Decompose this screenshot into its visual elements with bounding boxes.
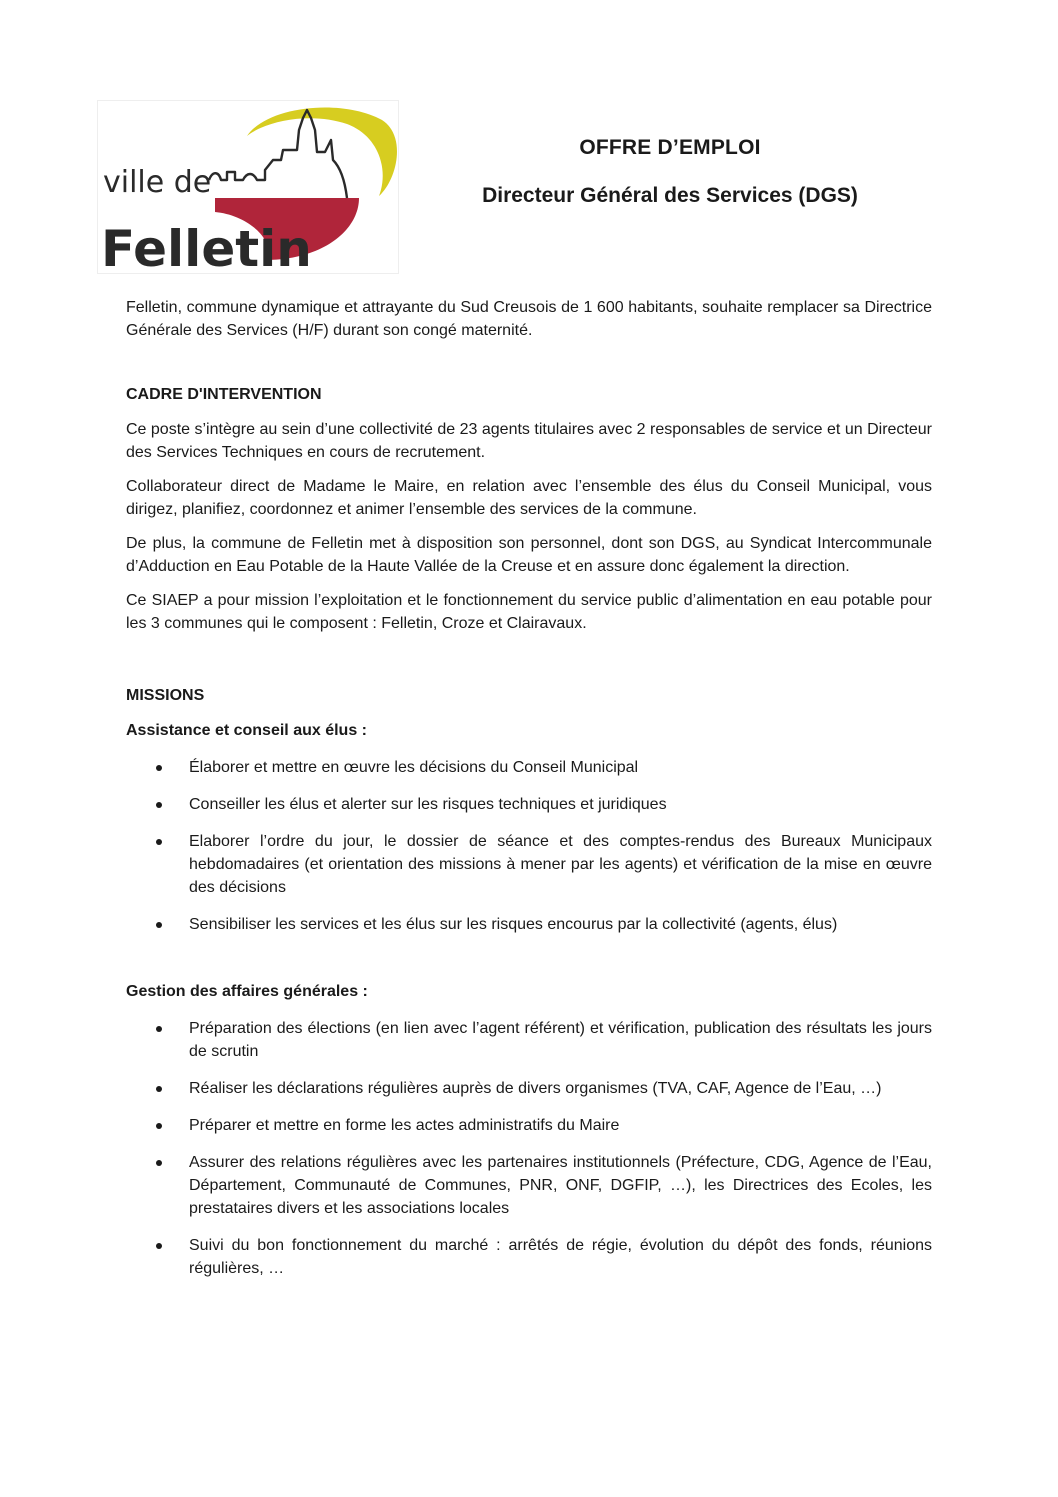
bullet-icon <box>156 765 162 771</box>
gestion-list <box>126 1017 932 1280</box>
cadre-heading: CADRE D'INTERVENTION <box>126 386 322 403</box>
logo-text-felletin: Felletin <box>101 220 312 274</box>
title-block <box>420 136 920 208</box>
list-item: Assurer des relations régulières avec les partenaires institutionnels (Préfecture, CDG, Agence de l’Eau, Département, Communauté de Communes, PNR, ONF, DGFIP, …), les Directrices des Ecoles, les prestataires divers et les associations locales <box>126 1151 932 1220</box>
cadre-paragraph: Collaborateur direct de Madame le Maire, en relation avec l’ensemble des élus du Conseil Municipal, vous dirigez, planifiez, coordonnez et animer l’ensemble des services de la commune. <box>126 478 932 518</box>
list-item: Suivi du bon fonctionnement du marché : arrêtés de régie, évolution du dépôt des fonds, réunions régulières, … <box>126 1234 932 1280</box>
job-title: Directeur Général des Services (DGS) <box>482 184 858 207</box>
bullet-icon <box>156 1026 162 1032</box>
document-body <box>126 296 932 1294</box>
logo-text-ville: ville de <box>103 165 212 200</box>
intro-paragraph: Felletin, commune dynamique et attrayante du Sud Creusois de 1 600 habitants, souhaite remplacer sa Directrice Générale des Services (H/F) durant son congé maternité. <box>126 299 932 339</box>
bullet-icon <box>156 802 162 808</box>
assistance-list <box>126 756 932 936</box>
gestion-heading: Gestion des affaires générales : <box>126 983 368 1000</box>
bullet-icon <box>156 922 162 928</box>
ville-de-felletin-logo <box>97 100 399 274</box>
bullet-icon <box>156 839 162 845</box>
cadre-paragraph: De plus, la commune de Felletin met à disposition son personnel, dont son DGS, au Syndicat Intercommunale d’Adduction en Eau Potable de la Haute Vallée de la Creuse et en assure donc également la direction. <box>126 535 932 575</box>
missions-heading: MISSIONS <box>126 687 205 704</box>
logo-graphic <box>97 100 399 274</box>
bullet-icon <box>156 1123 162 1129</box>
list-item: Elaborer l’ordre du jour, le dossier de séance et des comptes-rendus des Bureaux Municipaux hebdomadaires (et orientation des missions à mener par les agents) et vérification de la mise en œuvre des décisions <box>126 830 932 899</box>
list-item: Élaborer et mettre en œuvre les décisions du Conseil Municipal <box>126 756 932 779</box>
bullet-icon <box>156 1160 162 1166</box>
list-item: Préparation des élections (en lien avec l’agent référent) et vérification, publication des résultats les jours de scrutin <box>126 1017 932 1063</box>
list-item: Préparer et mettre en forme les actes administratifs du Maire <box>126 1114 932 1137</box>
list-item: Conseiller les élus et alerter sur les risques techniques et juridiques <box>126 793 932 816</box>
bullet-icon <box>156 1243 162 1249</box>
cadre-paragraph: Ce poste s’intègre au sein d’une collectivité de 23 agents titulaires avec 2 responsables de service et un Directeur des Services Techniques en cours de recrutement. <box>126 421 932 461</box>
cadre-paragraph: Ce SIAEP a pour mission l’exploitation et le fonctionnement du service public d’alimentation en eau potable pour les 3 communes qui le composent : Felletin, Croze et Clairavaux. <box>126 592 932 632</box>
assistance-heading: Assistance et conseil aux élus : <box>126 722 367 739</box>
list-item: Réaliser les déclarations régulières auprès de divers organismes (TVA, CAF, Agence de l’Eau, …) <box>126 1077 932 1100</box>
bullet-icon <box>156 1086 162 1092</box>
page-title: OFFRE D’EMPLOI <box>579 136 761 159</box>
list-item: Sensibiliser les services et les élus sur les risques encourus par la collectivité (agents, élus) <box>126 913 932 936</box>
